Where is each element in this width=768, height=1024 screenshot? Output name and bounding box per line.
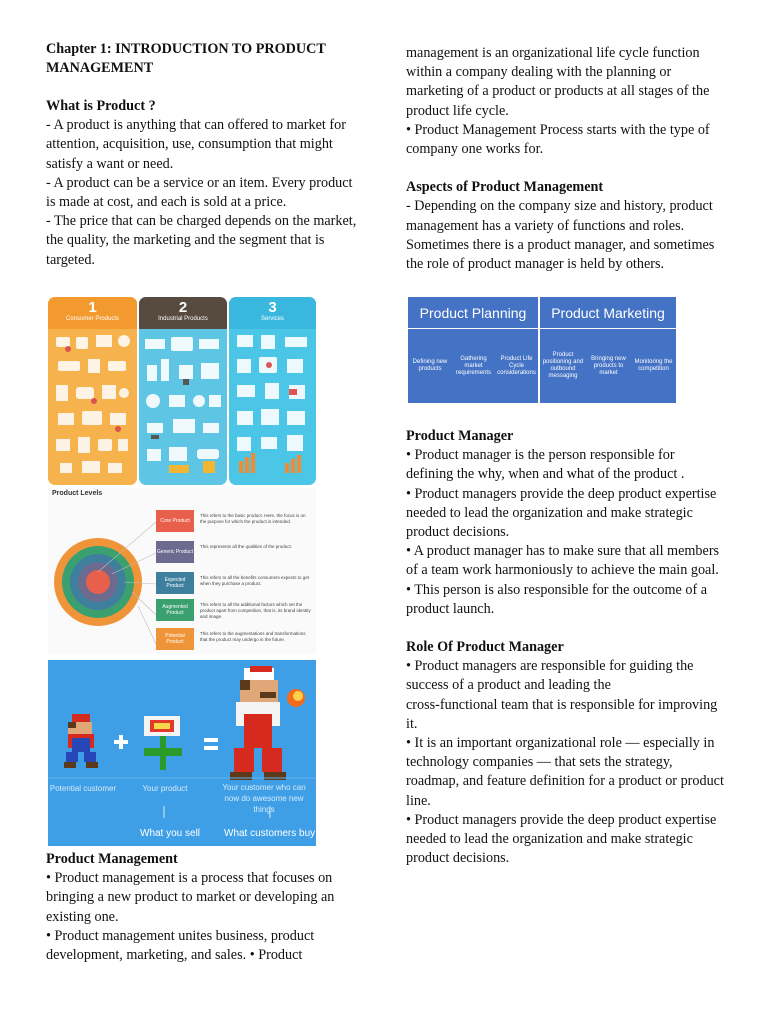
caption-what-you-sell: What you sell — [140, 828, 201, 839]
what-you-sell-figure — [48, 660, 316, 846]
fireball-icon — [287, 689, 305, 707]
paragraph: - Depending on the company size and history, product management has a variety of functions and roles. Sometimes there is a product manager, and sometimes the role of product manager is held by others. — [406, 198, 715, 273]
services-panel — [229, 297, 316, 485]
planning-marketing-figure — [408, 297, 676, 403]
caption-potential-customer: Potential customer — [49, 784, 117, 793]
level-row — [156, 599, 314, 621]
paragraph: • This person is also responsible for the outcome of a product launch. — [406, 581, 708, 617]
what-is-product-heading: What is Product ? — [46, 98, 156, 114]
product-levels-title: Product Levels — [52, 490, 103, 497]
right-column-top — [406, 44, 724, 274]
caption-your-customer: Your customer who can now do awesome new things — [222, 783, 306, 814]
fire-flower-icon — [144, 716, 182, 770]
level-description: This refers to all the benefits consumers expects to get when they purchase a product. — [200, 575, 310, 586]
level-description: This refers to all the additional factors which set the product apart from competition, that is, its brand identity and image. — [200, 602, 311, 619]
left-column — [46, 40, 364, 270]
product-management-heading: Product Management — [46, 851, 178, 867]
panel-number: 3 — [268, 299, 277, 316]
paragraph: management is an organizational life cycle function within a company dealing with the planning or marketing of a product or products at all stages of the product life cycle. — [406, 45, 710, 119]
fire-mario-icon — [230, 666, 286, 780]
role-heading: Role Of Product Manager — [406, 639, 564, 656]
level-tag: Augmented Product — [156, 599, 194, 621]
caption-what-customers-buy: What customers buy — [224, 828, 316, 839]
paragraph: - The price that can be charged depends on the market, the quality, the marketing and the segment that is targeted. — [46, 213, 357, 268]
paragraph: - A product is anything that can offered to market for attention, acquisition, use, consumption that might satisfy a want or need. — [46, 117, 346, 172]
pm-cell: Product positioning and outbound messaging — [540, 329, 586, 403]
panel-number: 1 — [88, 299, 97, 316]
level-row — [156, 572, 314, 594]
level-row — [156, 510, 314, 532]
pm-cell: Monitoring the competition — [631, 329, 676, 403]
paragraph: • Product managers are responsible for guiding the success of a product and leading the — [406, 658, 694, 694]
mario-illustration — [48, 660, 316, 846]
pm-cell: Bringing new products to market — [586, 329, 631, 403]
product-manager-heading: Product Manager — [406, 428, 514, 444]
level-tag: Expected Product — [156, 572, 194, 594]
concentric-levels-graphic — [54, 506, 158, 652]
left-column-bottom — [46, 850, 364, 965]
panel-label: Consumer Products — [65, 316, 120, 322]
level-row — [156, 628, 314, 650]
chapter-title: Chapter 1: INTRODUCTION TO PRODUCT MANAGEMENT — [46, 41, 326, 76]
paragraph: • Product managers provide the deep product expertise needed to lead the organization and make strategic product decisions. — [406, 485, 717, 541]
level-description: This refers to the augmentations and transformations that the product may undergo in the future. — [200, 631, 306, 642]
consumer-goods-icons — [48, 329, 137, 485]
paragraph: - A product can be a service or an item. Every product is made at cost, and each is sold at a price. — [46, 174, 353, 211]
paragraph: • It is an important organizational role — especially in technology companies — that sets the strategy, roadmap, and feature definition for a product or product line. — [406, 735, 724, 809]
small-mario-icon — [64, 714, 98, 768]
paragraph: • Product management unites business, product development, marketing, and sales. • Product — [46, 927, 315, 964]
caption-your-product: Your product — [142, 784, 188, 793]
plus-icon — [114, 735, 128, 749]
panel-number: 2 — [178, 299, 188, 316]
industrial-goods-icons — [139, 329, 227, 485]
level-description: This refers to the basic product. Here, the focus is on the purpose for which the product is intended. — [200, 513, 306, 524]
pm-cell: Defining new products — [408, 329, 452, 403]
paragraph: • Product manager is the person responsible for defining the why, when and what of the product . — [406, 447, 685, 483]
level-tag: Core Product — [156, 510, 194, 532]
panel-label: Industrial Products — [158, 316, 208, 322]
pm-cell: Gathering market requirements — [452, 329, 495, 403]
consumer-products-panel — [48, 297, 137, 485]
paragraph: • Product management is a process that focuses on bringing a new product to market or developing an existing one. — [46, 870, 335, 925]
equals-icon — [204, 738, 218, 750]
panel-label: Services — [260, 316, 284, 322]
aspects-heading: Aspects of Product Management — [406, 179, 604, 196]
level-description: This represents all the qualities of the product. — [200, 544, 293, 549]
product-marketing-header: Product Marketing — [540, 297, 676, 328]
paragraph: • Product Management Process starts with the type of company one works for. — [406, 121, 710, 158]
pm-cell: Product Life Cycle considerations — [495, 329, 538, 403]
right-column-bottom — [406, 427, 724, 868]
level-tag: Generic Product — [156, 541, 194, 563]
paragraph: cross-functional team that is responsible for improving it. — [406, 696, 718, 732]
level-row — [156, 541, 314, 563]
product-levels-figure — [48, 488, 316, 654]
level-tag: Potential Product — [156, 628, 194, 650]
industrial-products-panel — [139, 297, 227, 485]
product-types-figure — [48, 297, 316, 485]
paragraph: • Product managers provide the deep product expertise needed to lead the organization and make strategic product decisions. — [406, 811, 717, 867]
product-planning-header: Product Planning — [408, 297, 538, 328]
services-icons — [229, 329, 316, 485]
paragraph: • A product manager has to make sure that all members of a team work harmoniously to achieve the main goal. — [406, 543, 720, 579]
